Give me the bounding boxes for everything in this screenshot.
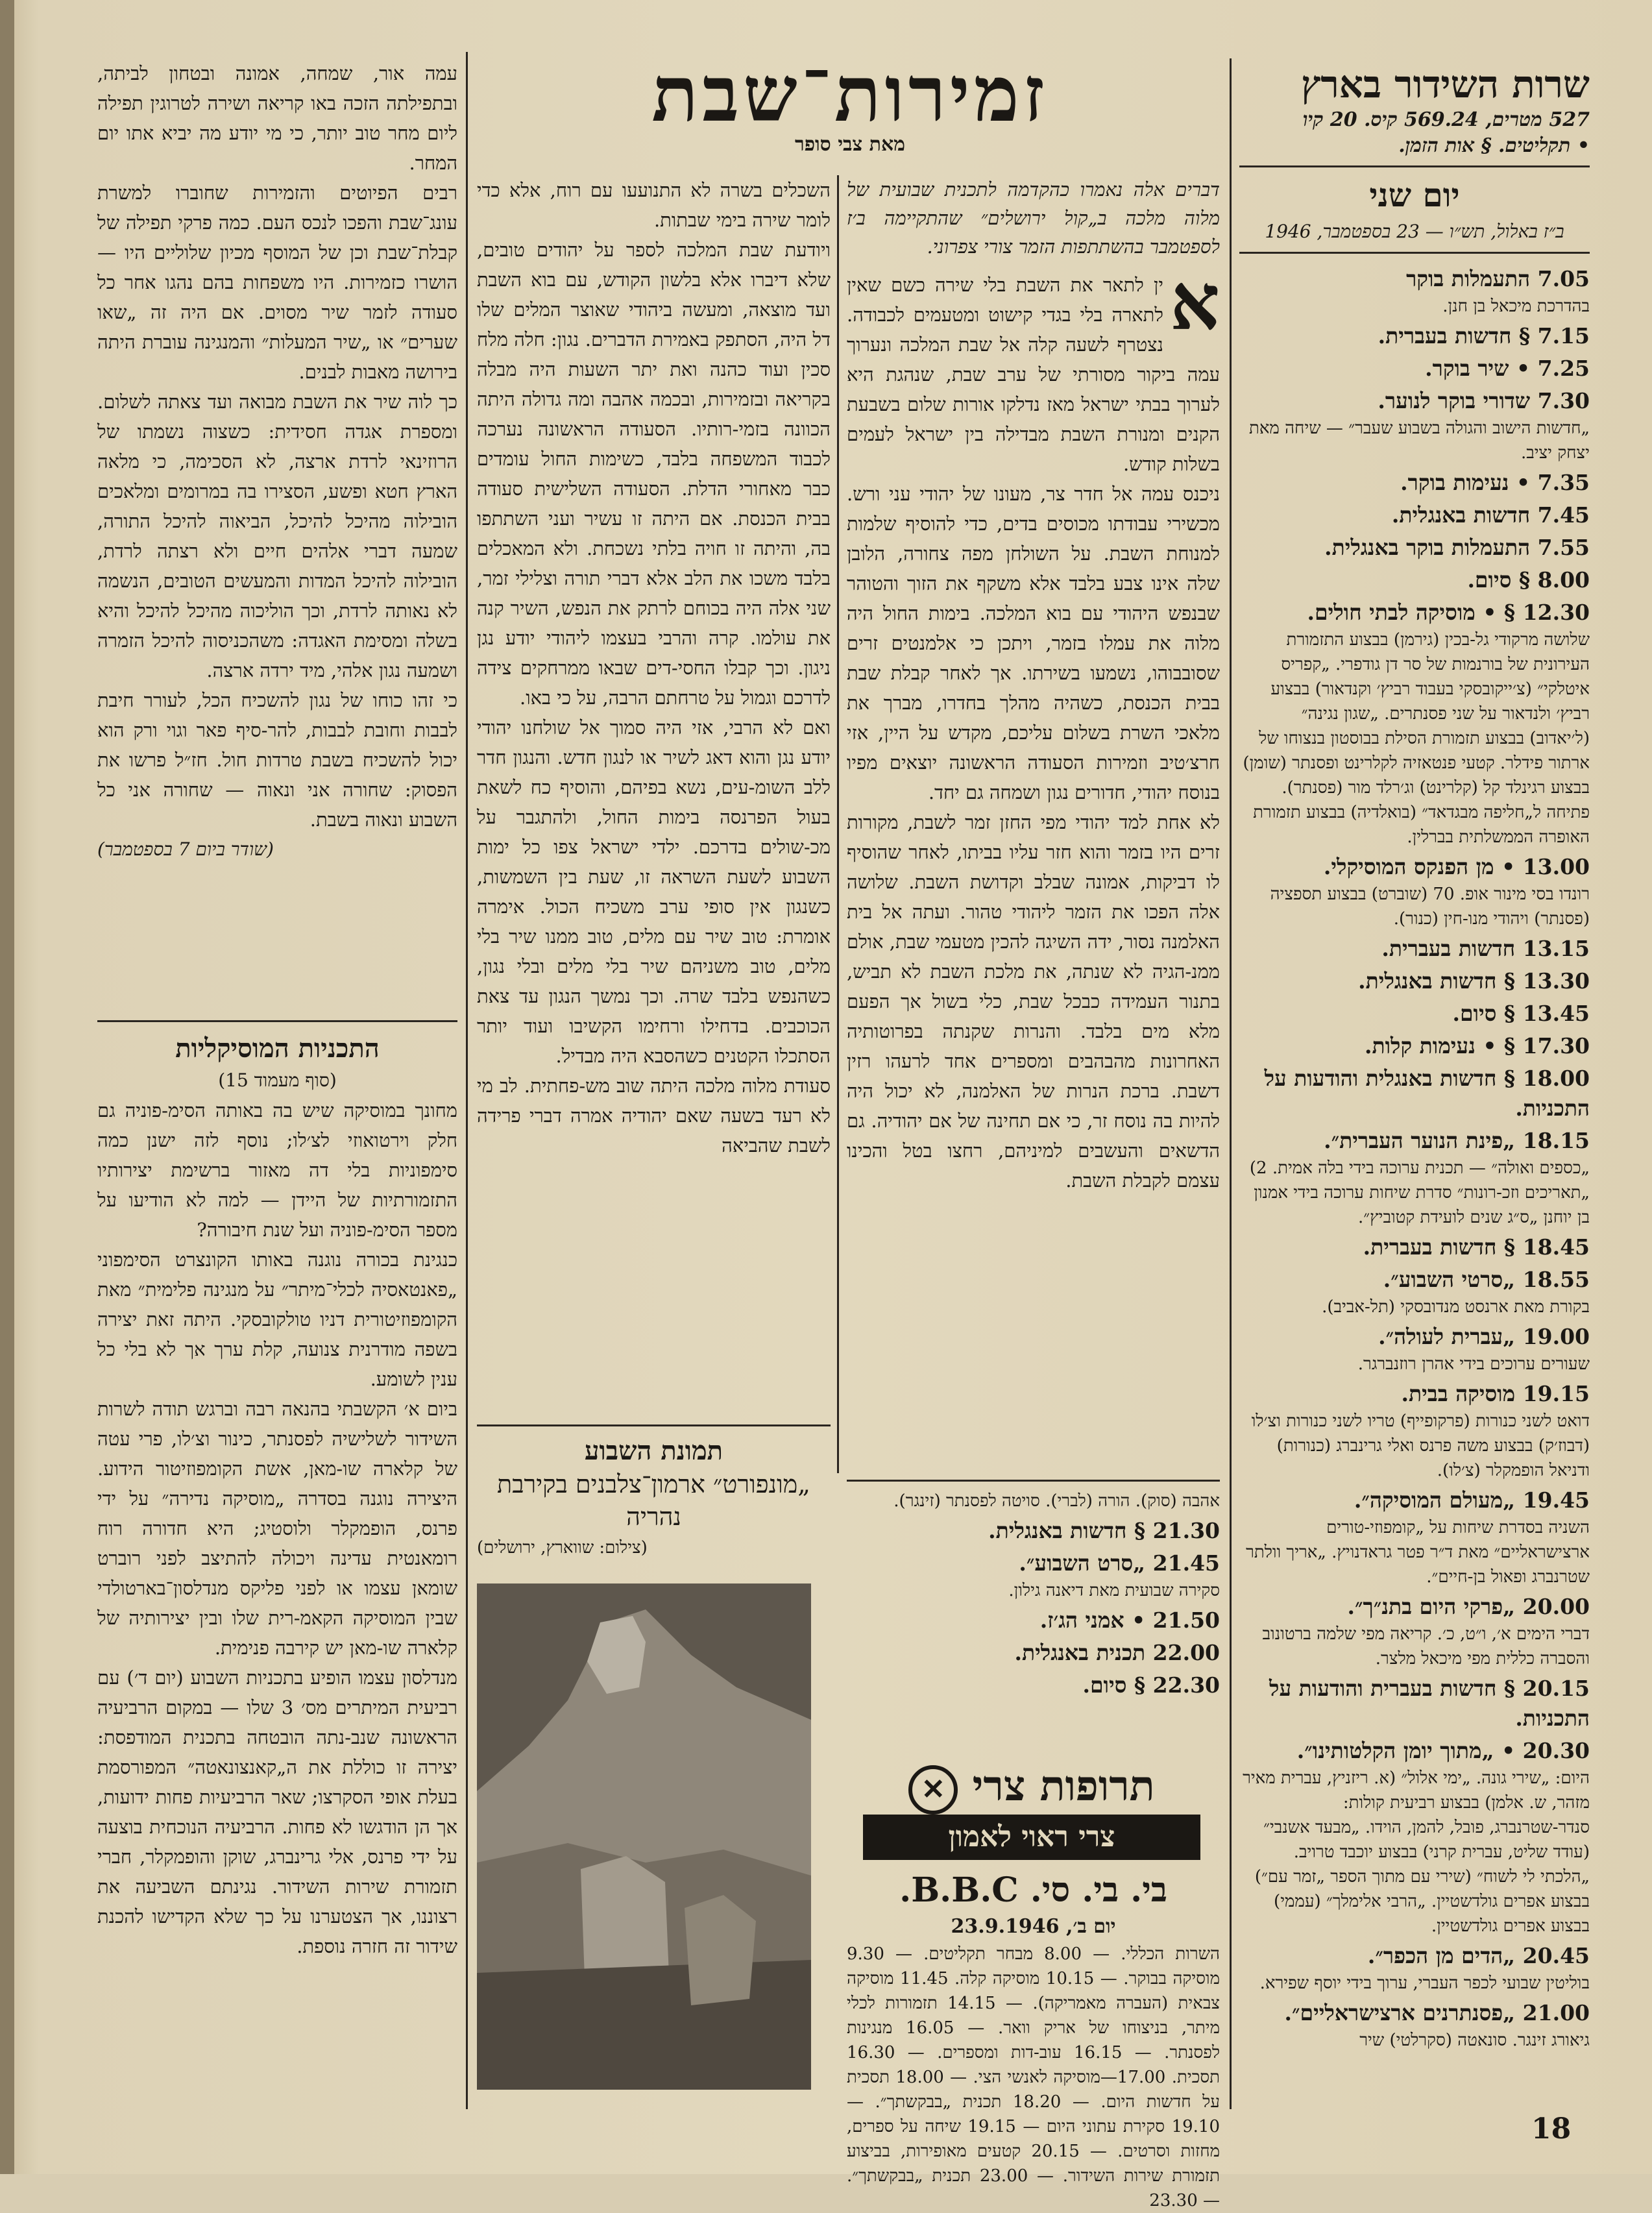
bbc-section: [847, 1869, 1221, 2210]
article-text-c: עמה אור, שמחה, אמונה ובטחון לביתה, ובתפילתה הזכה באו קריאה ושירה לטרוגין תפילה ליום מחר טוב יותר, כי מי יודע מה יביא אתו יום המחר. רבים הפיוטים והזמירות שחוברו למשרת עונג־שבת והפכו לנכס העם. כמה פרקי תפילה של קבלת־שבת וכן של המוסף מכיון שלוליים היו — הושרו כזמירות. היו משפחות בהם נהגו אחר כל סעודה לזמר שיר מסוים. אם היה זה „שאו שערים״ או „שיר המעלות״ והמנגינה עוברת היתה בירושה מאבות לבנים. כך לוה שיר את השבת מבואה ועד צאתה לשלום. ומספרת אגדה חסידית: כשצוה נשמתו של הרוזינאי לרדת ארצה, לא הסכימה, כי מלאה הארץ חטא ופשע, הסצירו בה במרומים ומלאכים הובילוה מהיכל להיכל, הביאוה להיכל התורה, שמעה דברי אלהים חיים ולא רצתה לרדת, הובילוה להיכל המדות והמעשים הטובים, הנשמה לא נאותה לרדת, וכך הוליכוה מהיכל להיכל והיא בשלה ומסימת האגדה: משהכניסוה להיכל הזמרה ושמעה נגון אלהי, מיד ירדה ארצה. כי זהו כוחו של נגון להשכיח הכל, לעורר חיבת לבבות וחובת לבבות, להר-סיף פאר וגוי ורק הוא יכול להשכיח בשבת טרדות חול. חז״ל פרשו את הפסוק: שחורה אני ונאוה — שחורה אני כל השבוע ונאוה בשבת.: [97, 62, 457, 831]
broadcast-date-note: (שודר ביום 7 בספטמבר): [97, 838, 274, 860]
photo-caption: „מונפורט״ ארמון־צלבנים בקירבת נהריה: [497, 1470, 810, 1531]
castle-photo: [477, 1583, 811, 2090]
article-column-c: [97, 58, 457, 1009]
radio-schedule-column: [1239, 62, 1590, 2106]
column-rule: [466, 52, 468, 2109]
program-time-title: 19.45 „מעולם המוסיקה״.: [1354, 1487, 1590, 1513]
program-item: [1239, 1486, 1590, 1589]
bbc-text: השרות הכללי. — 8.00 מבחר תקליטים. — 9.30 מוסיקה בבוקר. — 10.15 מוסיקה קלה. 11.45 מוסיקה צבאית (העברה מאמריקה). — 14.15 תזמורות לכלי מיתר, בניצוחו של אריק וואר. — 16.05 מנגינות לפסנתר. — 16.15 עוב-דות ומספרים. — 16.30 תסכית. 17.00—מוסיקה לאנשי הצי. — 18.00 תסכית על חדשות היום. — 18.20 תכנית „בבקשתך״. — 19.10 סקירת עתוני היום — 19.15 שיחה על ספרים, מחזות וסרטים. — 20.15 קטעים מאופירות, בביצוע תזמורת שירות השידור. — 23.00 תכנית „בבקשתך״. — 23.30: [847, 1944, 1221, 2210]
program-item: [1239, 468, 1590, 498]
program-time-title: 18.15 „פינת הנוער העברית״.: [1324, 1128, 1590, 1153]
program-item: [1239, 934, 1590, 964]
program-item: [847, 1516, 1220, 1546]
radio-frequency: 527 מטרים, 569.24 קיס. 20 קיו: [1302, 108, 1590, 131]
program-time-title: 18.45 § חדשות בעברית.: [1363, 1234, 1590, 1260]
program-time-title: 21.45 „סרט השבוע״.: [1019, 1550, 1220, 1576]
program-item: [1239, 1592, 1590, 1671]
program-time-title: 21.00 „פסנתרנים ארצישראליים״.: [1284, 2000, 1590, 2025]
evening-program-list: [847, 1516, 1220, 1700]
program-description: דברי הימים א׳, ו״ט, כ׳. קריאה מפי שלמה ברטונוב והסברה כללית מפי מיכאל מלצר.: [1262, 1624, 1590, 1669]
program-time-title: 18.00 § חדשות באנגלית והודעות על התכניות.: [1264, 1066, 1590, 1121]
program-item: [1239, 999, 1590, 1029]
program-time-title: 21.50 • אמני הג׳ז.: [1039, 1608, 1220, 1633]
article-author: מאת צבי סופר: [794, 133, 906, 156]
program-time-title: 13.30 § חדשות באנגלית.: [1358, 968, 1590, 994]
radio-program-list: [1239, 264, 1590, 2053]
program-item: [1239, 1998, 1590, 2053]
program-item: [1239, 386, 1590, 465]
castle-photo-image: [477, 1583, 811, 2090]
radio-legend: • תקליטים. § אות הזמן.: [1398, 134, 1590, 157]
program-time-title: 7.55 התעמלות בוקר באנגלית.: [1324, 535, 1590, 560]
program-item: [1239, 354, 1590, 384]
program-time-title: 7.45 חדשות באנגלית.: [1391, 502, 1590, 528]
program-time-title: 7.15 § חדשות בעברית.: [1378, 323, 1590, 348]
program-description: בוליטין שבועי לכפר העברי, ערוך בידי יוסף שפירא.: [1259, 1974, 1590, 1993]
drop-cap: א: [1169, 256, 1220, 348]
day-name: יום שני: [1369, 176, 1460, 214]
program-description: דואט לשני כנורות (פרקופייף) טריו לשני כנורות וצ׳לו (דבוז׳ק) בבצוע משה פרנס ואלי גרינברג (כנורות) ודניאל הופמקלר (צ׳לו).: [1251, 1412, 1590, 1480]
program-time-title: 18.55 „סרטי השבוע״.: [1383, 1267, 1590, 1292]
program-item: [1239, 1064, 1590, 1123]
program-item: [847, 1670, 1220, 1700]
divider: [1239, 165, 1590, 167]
program-item: [1239, 1941, 1590, 1996]
program-time-title: 13.15 חדשות בעברית.: [1381, 936, 1590, 961]
program-item: [847, 1606, 1220, 1635]
program-description: שלושה מרקודי גל-בכין (גירמן) בבצוע התזמורת העירונית של בורנמות של סר דן גודפרי. „קפריס איטלקי״ (צ׳ייקובסקי בעבוד רביץ׳ וקנדאור) בבצוע רביץ׳ ולנדאור על שני פסנתרים. „שגון נגינה״ (ל׳יאדוב) בבצוע תזמורת הסילת בבוסטון בנצוחו של ארתור פידלר. קטעי פנטאזיה לקלרינט ופסנתר (שומן) בבצוע רגינלד קל (קלרינט) וג׳רלד מור (פסנתר). פתיחה ל„חליפה מבגדאד״ (בואלדיה) בבצוע תזמורת האופרה הממשלתית בברלין.: [1243, 630, 1590, 847]
program-item: [1239, 1126, 1590, 1230]
program-description: היום: „שירי גונה. „ימי אלול״ (א. ריזניץ, עברית מאיר מזהר, ש. אלמן) בבצוע רביעית קולות: סנדר-שטרנברג, פובל, להמן, הוידו. „מבעד אשנבי״ (עודד שליט, עברית קרני) בבצוע יוכבד טרויב. „הלכתי לי לשוח״ (שירי עם מתוך הספר „זמר עם״) בבצוע אפרים גולדשטיין. „הרבי אלימלך״ (עממי) בבצוע אפרים גולדשטיין.: [1243, 1768, 1590, 1936]
music-column: [97, 1032, 457, 2103]
article-column-a: [847, 175, 1220, 1473]
program-time-title: 21.30 § חדשות באנגלית.: [988, 1518, 1220, 1543]
bbc-date: יום ב׳, 23.9.1946: [951, 1915, 1116, 1938]
program-item: [1239, 1232, 1590, 1262]
photo-credit: (צילום: שווארץ, ירושלים): [477, 1538, 648, 1558]
evening-schedule: [847, 1486, 1220, 1746]
article-intro: דברים אלה נאמרו כהקדמה לתכנית שבועית של מלוה מלכה ב„קול ירושלים״ שהתקיימה ב׳ז לספטמבר בהשתתפות הזמר צורי צפרוני.: [847, 178, 1220, 258]
section-rule: [477, 1424, 831, 1426]
program-item: [847, 1548, 1220, 1603]
column-rule: [837, 175, 839, 1473]
program-time-title: 12.30 § • מוסיקה לבתי חולים.: [1307, 600, 1590, 625]
program-item: [1239, 1031, 1590, 1061]
program-item: [1239, 1322, 1590, 1376]
program-item: [1239, 500, 1590, 530]
section-rule: [847, 1480, 1220, 1482]
program-item: [1239, 966, 1590, 996]
program-item: [1239, 852, 1590, 931]
article-text-b: השכלים בשרה לא התנועעו עם רוח, אלא כדי לומר שירה בימי שבתות. ויודעת שבת המלכה לספר על יהודים טובים, שלא דיברו אלא בלשון הקודש, עם בוא השבת ועד מוצאה, ומעשה ביהודי שאוצר המלים שלו דל היה, הסתפק באמירת הדברים. נגון: חלה מלח סכין ועוד כהנה ואת יתר השעות היה מבלה בקריאה ובזמירות, ובכמה אהבה ומה גדולה היתה הכוונה בזמי-רותיו. הסעודה הראשונה נערכה לכבוד המשפחה בלבד, כשימות החול עומדים כבר מאחורי הדלת. הסעודה השלישית סעודה בבית הכנסת. אם היתה זו עשיר ועני השתתפו בה, והיתה זו חויה בלתי נשכחת. ולא המאכלים בלבד משכו את הלב אלא דברי תורה וצלילי זמר, שני אלה היה בכוחם לרתק את הנפש, השיר קנה את עולמו. קרה והרבי בעצמו ליהודי יודע נגן ניגון. וכך קבלו החסי-דים שבאו ממרחקים צידה לדרכם וגמול על טרחתם הרבה, על כי באו. ואם לא הרבי, אזי היה סמוך אל שולחנו יהודי יודע נגן והוא דאג לשיר או לנגון חדש. והנגון חדר ללב השומ-עים, נשא בפיהם, והוסיף כח לשאת בעול הפרנסה בימות החול, ולהתגבר על מכ-שולים בדרכם. ילדי ישראל צפו כל ימות השבוע לשעת השראה זו, שעת בין השמשות, כשנגון אין סופי ערב משכיח הכול. אימרה אומרת: טוב שיר עם מלים, טוב ממנו שיר בלי מלים, טוב משניהם שיר בלי מלים ובלי נגון, כשהנפש בלבד שרה. וכך נמשך הנגון עד צאת הכוכבים. בדחילו ורחימו הקשיבו ועוד יותר הסתכלו הקטנים כשהסבא היה מבדיל. סעודת מלוה מלכה היתה שוב מש-פחתית. לב מי לא רעד בשעה שאם יהודיה אמרה דברי פרידה לשבת שהביאה: [477, 179, 831, 1156]
radio-title: שרות השידור בארץ: [1301, 62, 1590, 106]
program-description: בהדרכת מיכאל בן חנן.: [1442, 297, 1590, 316]
program-description: גיאורג זינגר. סונאטה (סקרלטי) שיר: [1359, 2031, 1590, 2050]
program-item: [847, 1638, 1220, 1668]
program-time-title: 20.00 „פרקי היום בתנ״ך״.: [1347, 1594, 1590, 1619]
program-time-title: 7.25 • שיר בוקר.: [1425, 356, 1590, 381]
column-rule: [1230, 58, 1232, 2109]
photo-section-title: תמונת השבוע: [584, 1436, 723, 1466]
article-text-a: ין לתאר את השבת בלי שירה כשם שאין לתארה בלי בגדי קישוט ומטעמים לכבודה. נצטרף לשעה קלה אל שבת המלכה ונערוך עמה ביקור מסורתי של ערב שבת, שנהגת היא לערוך בבתי ישראל מאז נדלקו אורות שלום בשבעת הקנים ומנורת השבת מבדילה בין ישראל לעמים בשלות קודש. ניכנס עמה אל חדר צר, מעונו של יהודי עני ורש. מכשירי עבודתו מכוסים בדים, כדי להוסיף שלמות למנוחת השבת. על השולחן מפה צחורה, הלובן שלה אינו צבע בלבד אלא משקף את הזוך והטוהר שבנפש היהודי עם בוא המלכה. בימות החול היה מלוה את עמלו בזמר, ויתכן כי אלמנטים זרים שסובבוהו, נשמעו בשירתו. אך לאחר קבלת שבת בבית הכנסת, כשהיה מהלך בחדרו, מברך את מלאכי השרת בשלום עליכם, מקדש על היין, אזי חרצ׳טיב וזמירות הסעודה הראשונה יוצאים מפיו בנוסח יהודי, חדורים נגון ושמחה גם יחד. לא אחת למד יהודי מפי החזן זמר לשבת, מקורות זרים היו בזמר והוא חזר עליו בביתו, לאחר שהוסיף לו דביקות, אמונה שבלב וקדושת השבת. שלושה אלה הפכו את הזמר ליהודי טהור. ועתה אל בית האלמנה נסור, ידה השיגה להכין מטעמי שבת, אולם ממנ-הגיה לא שנתה, את מלכת השבת לא תביש, בתנור העמידה כבכל שבת, כלי בשול אך הפעם מלא מים בלבד. והנרות שקנתה בפרוטותיה האחרונות מהבהבים ומספרים אחד לרעהו רזין דשבת. ברכת הנרות של האלמנה, לא יכול היה להיות בה נוסח זר, כי אם תחינה של אם יהודיה. גם הדשאים והעשבים למיניהם, רחצו בטל והכינו עצמם לקבלת השבת.: [847, 274, 1220, 1192]
bbc-title: בי. בי. סי. B.B.C.: [899, 1870, 1167, 1910]
binding-gutter: [0, 0, 14, 2174]
program-time-title: 20.30 • „מתוך יומן הקלטותינו״.: [1296, 1738, 1590, 1763]
tzori-ad: [863, 1762, 1200, 1860]
program-time-title: 7.30 שדורי בוקר לנוער.: [1378, 388, 1590, 413]
program-item: [1239, 1736, 1590, 1938]
program-item: [1239, 1265, 1590, 1319]
page-number: 18: [1531, 2112, 1572, 2146]
music-continuation: (סוף מעמוד 15): [218, 1070, 337, 1091]
program-time-title: 22.00 תכנית באנגלית.: [1014, 1640, 1220, 1665]
program-time-title: 20.15 § חדשות בעברית והודעות על התכניות.: [1269, 1676, 1590, 1731]
article-column-b: [477, 175, 831, 1460]
day-date: ב״ז באלול, תש״ו — 23 בספטמבר, 1946: [1265, 221, 1564, 242]
program-time-title: 13.00 • מן הפנקס המוסיקלי.: [1323, 854, 1590, 879]
photo-header: [477, 1434, 831, 1564]
program-time-title: 13.45 § סיום.: [1452, 1001, 1590, 1026]
program-item: [1239, 533, 1590, 563]
music-title: התכניות המוסיקליות: [175, 1033, 380, 1064]
ad-logo-icon: ✕: [908, 1765, 958, 1815]
section-rule: [97, 1020, 457, 1022]
divider: [1239, 252, 1590, 254]
program-item: [1239, 598, 1590, 850]
schedule-top-line: אהבה (סוק). הורה (לברי). סויטה לפסנתר (זינגר).: [893, 1491, 1220, 1511]
program-description: „כספים ואולה״ — תכנית ערוכה בידי בלה אמית. 2) „תאריכים וזכ-רונות״ סדרת שיחות ערוכה בידי אמנון בן יוחנן „ס״ג שנים לועידת קטוביץ״.: [1249, 1158, 1590, 1227]
program-description: בקורת מאת ארנסט מנדובסקי (תל-אביב).: [1322, 1297, 1590, 1317]
program-item: [1239, 565, 1590, 595]
program-item: [1239, 1379, 1590, 1483]
program-item: [1239, 1674, 1590, 1733]
program-time-title: 17.30 § • נעימות קלות.: [1365, 1033, 1590, 1058]
program-time-title: 22.30 § סיום.: [1082, 1672, 1220, 1698]
ad-slogan: צרי ראוי לאמון: [863, 1815, 1200, 1860]
program-description: סקירה שבועית מאת דיאנה גילון.: [1008, 1581, 1220, 1600]
ad-brand: תרופות צרי ✕: [863, 1762, 1200, 1815]
article-title: זמירות־שבת: [651, 49, 1049, 139]
music-text: מחונך במוסיקה שיש בה באותה הסימ-פוניה גם חלק וירטואוזי לצ׳לו; נוסף לזה ישנן כמה סימפוניות בלי דה מאזור ברשימת יצירותיו התזמורתיות של היידן — למה לא הודיעו על מספר הסימ-פוניה ועל שנת חיבורה? כנגינת בכורה נוגנה באותו הקונצרט הסימפוני „פאנטאסיה לכלי־מיתר״ על מנגינה פלימית״ מאת הקומפוזיטורית דניו טולקובסקי. היתה זאת יצירה בשפה מודרנית צנועה, קלת ערך אך לא בלי כל ענין לשומע. ביום א׳ הקשבתי בהנאה רבה וברגש תודה לשרות השידור לשלישיה לפסנתר, כינור וצ׳לו, פרי עטה של קלארה שו-מאן, אשת הקומפוזיטור הידוע. היצירה נוגנה בסדרה „מוסיקה נדירה״ על ידי פרנס, הופמקלר ולוסטיג; היא חדורה רוח רומאנטית עדינה ויכולה להתיצב לפני רוברט שומאן עצמו או לפני פליקס מנדלסון־בארטולדי שבין המוסיקה הקאמ-רית שלו ובין יצירותיה של קלארה שו-מאן יש קירבה פנימית. מנדלסון עצמו הופיע בתכניות השבוע (יום ד׳) עם רביעית המיתרים מס׳ 3 שלו — במקום הרביעיה הראשונה שנב-נתה הובטחה בתכנית המודפסת: יצירה זו כוללת את ה„קאנצונאטה״ המפורסמת בעלת אופי הסקרצו; שאר הרביעיות פחות ידועות, אך הן הודגשו לא פחות. הרביעיה הנוכחית בוצעה על ידי פרנס, אלי גרינברג, שוקן והופמקלר, חברי תזמורת שירות השידור. נגינתם השביעה את רצוננו, אך הצטערנו על כך שלא הקדישו להכנת שידור זה חזרה נוספת.: [97, 1099, 457, 1957]
program-description: רונדו בסי מינור אופ. 70 (שוברט) בבצוע תספציה (פסנתר) ויהודי מנו-חין (כנור).: [1270, 885, 1590, 929]
program-time-title: 8.00 § סיום.: [1467, 567, 1590, 593]
program-time-title: 7.35 • נעימות בוקר.: [1400, 470, 1590, 495]
program-time-title: 7.05 התעמלות בוקר: [1406, 266, 1590, 291]
program-description: „חדשות הישוב והגולה בשבוע שעבר״ — שיחה מאת יצחק יציב.: [1248, 419, 1590, 463]
program-time-title: 19.15 מוסיקה בבית.: [1401, 1381, 1590, 1406]
program-item: [1239, 264, 1590, 319]
program-time-title: 19.00 „עברית לעולה״.: [1378, 1324, 1590, 1349]
program-description: השניה בסדרת שיחות על „קומפוזי-טורים ארצישראליים״ מאת ד״ר פטר גראדנויץ. „אריך וולתר שטרנברג ופאול בן-חיים״.: [1246, 1518, 1590, 1587]
program-time-title: 20.45 „הדים מן הכפר״.: [1367, 1943, 1590, 1968]
program-item: [1239, 321, 1590, 351]
program-description: שעורים ערוכים בידי אהרן רוזנברגר.: [1357, 1354, 1590, 1374]
